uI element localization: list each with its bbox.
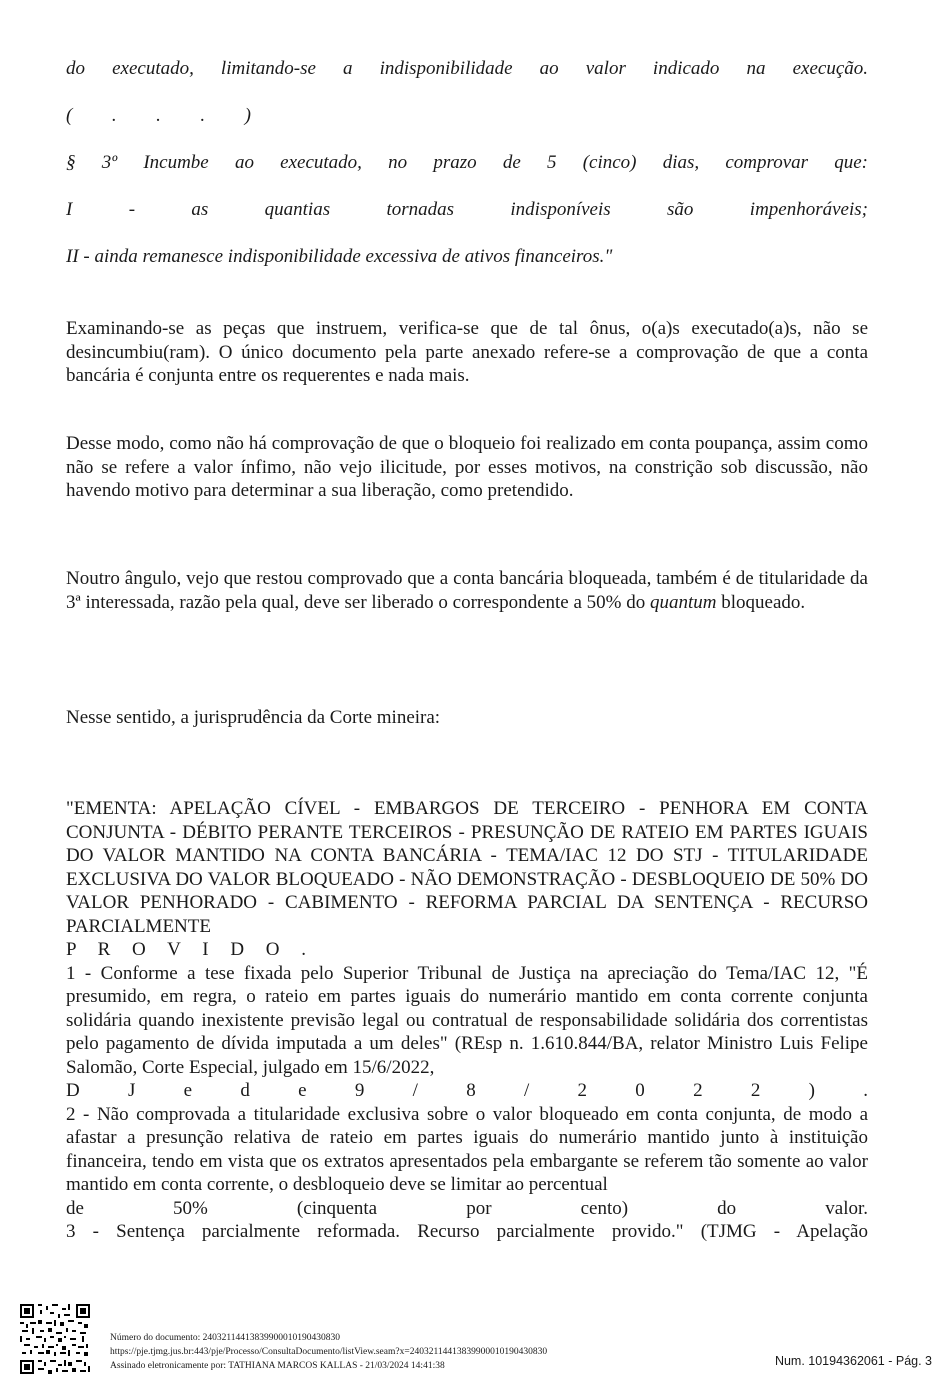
quote-line-3: § 3º Incumbe ao executado, no prazo de 5 (cinco) dias, comprovar que:	[66, 152, 868, 173]
ementa-item-1: 1 - Conforme a tese fixada pelo Superior Tribunal de Justiça na apreciação do Tema/IAC 12, "É presumido, em regra, o rateio em partes iguais do numerário mantido em conta corrente conjunta solidária quando inexistente previsão legal ou contratual de responsabilidade solidária dos correntistas pelo pagamento de dívida imputada a um deles" (REsp n. 1.610.844/BA, relator Ministro Luis Felipe Salomão, Corte Especial, julgado em 15/6/2022,	[66, 962, 868, 1078]
paragraph-3-end: bloqueado.	[716, 591, 806, 613]
quote-intro	[66, 57, 868, 269]
footer-info	[110, 1331, 547, 1374]
ementa-header-last: P R O V I D O .	[66, 939, 306, 960]
ementa-block	[66, 797, 868, 1244]
qr-code	[20, 1304, 90, 1374]
paragraph-3-italic: quantum	[649, 591, 717, 613]
ementa-item-2-last: de 50% (cinquenta por cento) do valor.	[66, 1197, 868, 1219]
paragraph-4: Nesse sentido, a jurisprudência da Corte mineira:	[66, 707, 441, 728]
paragraph-2: Desse modo, como não há comprovação de que o bloqueio foi realizado em conta poupança, assim como não se refere a valor ínfimo, não vejo ilicitude, por esses motivos, na constrição sob discussão, não havendo motivo para determinar a sua liberação, como pretendido.	[66, 433, 868, 501]
page-number: Num. 10194362061 - Pág. 3	[774, 1354, 932, 1368]
ementa-item-3: 3 - Sentença parcialmente reformada. Recurso parcialmente provido." (TJMG - Apelação	[66, 1221, 868, 1242]
paragraph-3	[66, 567, 868, 614]
document-number: Número do documento: 24032114413839900010190430830	[110, 1333, 341, 1343]
quote-line-1: do executado, limitando-se a indisponibilidade ao valor indicado na execução.	[66, 58, 868, 79]
ementa-header: "EMENTA: APELAÇÃO CÍVEL - EMBARGOS DE TERCEIRO - PENHORA EM CONTA CONJUNTA - DÉBITO PERANTE TERCEIROS - PRESUNÇÃO DE RATEIO EM PARTES IGUAIS DO VALOR MANTIDO NA CONTA BANCÁRIA - TEMA/IAC 12 DO STJ - TITULARIDADE EXCLUSIVA DO VALOR BLOQUEADO - NÃO DEMONSTRAÇÃO - DESBLOQUEIO DE 50% DO VALOR PENHORADO - CABIMENTO - REFORMA PARCIAL DA SENTENÇA - RECURSO PARCIALMENTE	[66, 798, 868, 937]
document-url[interactable]: https://pje.tjmg.jus.br:443/pje/Processo/ConsultaDocumento/listView.seam?x=24032114413839900010190430830	[110, 1347, 548, 1358]
quote-line-4: I - as quantias tornadas indisponíveis são impenhoráveis;	[66, 199, 868, 220]
quote-line-5: II - ainda remanesce indisponibilidade excessiva de ativos financeiros."	[66, 246, 613, 267]
ementa-item-2: 2 - Não comprovada a titularidade exclusiva sobre o valor bloqueado em conta conjunta, de modo a afastar a presunção relativa de rateio em partes iguais do numerário mantido junto à instituição financeira, tendo em vista que os extratos apresentados pela embargante se referem tão somente ao valor mantido em conta corrente, o desbloqueio deve se limitar ao percentual	[66, 1103, 868, 1195]
ementa-item-1-last: D J e d e 9 / 8 / 2 0 2 2 ) .	[66, 1080, 868, 1101]
paragraph-3-text: Noutro ângulo, vejo que restou comprovado que a conta bancária bloqueada, também é de titularidade da 3ª interessada, razão pela qual, deve ser liberado o correspondente a 50% do	[66, 568, 868, 613]
paragraph-1: Examinando-se as peças que instruem, verifica-se que de tal ônus, o(a)s executado(a)s, não se desincumbiu(ram). O único documento pela parte anexado refere-se a comprovação de que a conta bancária é conjunta entre os requerentes e nada mais.	[66, 318, 868, 386]
quote-line-2: ( . . . )	[66, 105, 251, 126]
signature-info: Assinado eletronicamente por: TATHIANA MARCOS KALLAS - 21/03/2024 14:41:38	[110, 1361, 445, 1372]
